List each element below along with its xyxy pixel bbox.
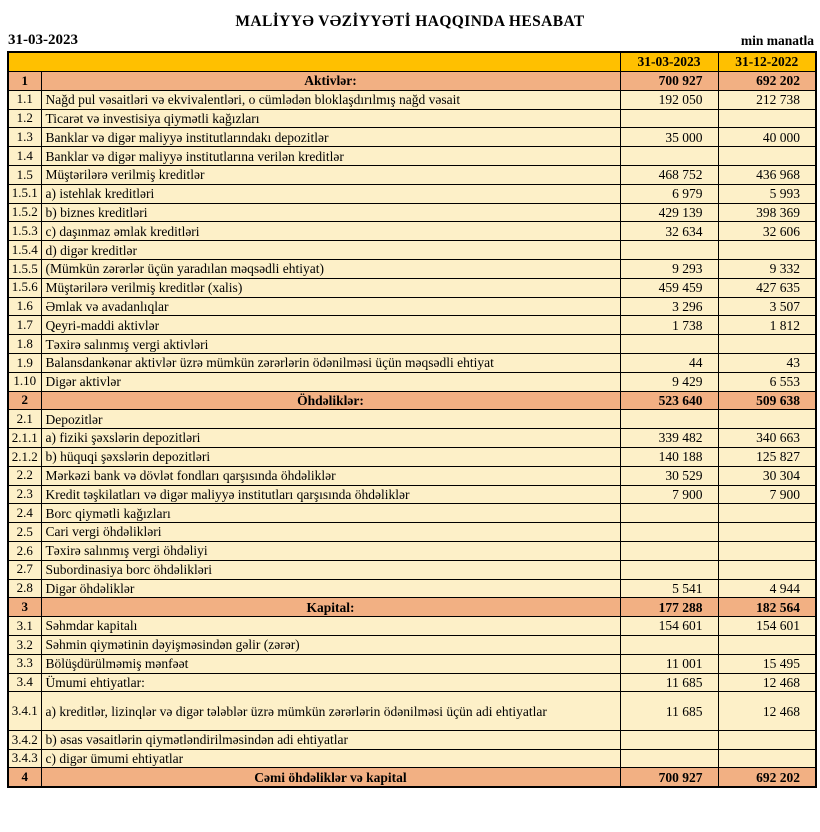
value-current-cell: 44 (620, 353, 718, 372)
value-previous-cell (718, 504, 816, 523)
value-current-cell: 35 000 (620, 128, 718, 147)
row-number-cell: 2.3 (8, 485, 41, 504)
value-previous-cell: 436 968 (718, 165, 816, 184)
row-label-cell: Bölüşdürülməmiş mənfəət (41, 654, 620, 673)
row-label-cell: Öhdəliklər: (41, 391, 620, 410)
unit-note: min manatla (740, 33, 814, 48)
row-label-cell: Nağd pul vəsaitləri və ekvivalentləri, o cümlədən bloklaşdırılmış nağd vəsait (41, 90, 620, 109)
row-label-cell: b) əsas vəsaitlərin qiymətləndirilməsindən adi ehtiyatlar (41, 730, 620, 749)
row-number-cell: 1.10 (8, 372, 41, 391)
value-previous-cell: 154 601 (718, 617, 816, 636)
table-row (8, 259, 816, 278)
value-previous-cell: 427 635 (718, 278, 816, 297)
value-previous-cell: 3 507 (718, 297, 816, 316)
value-previous-cell: 509 638 (718, 391, 816, 410)
value-previous-cell (718, 523, 816, 542)
table-row (8, 560, 816, 579)
value-previous-cell: 212 738 (718, 90, 816, 109)
value-current-cell (620, 109, 718, 128)
row-label-cell: Banklar və digər maliyyə institutlarındakı depozitlər (41, 128, 620, 147)
table-row (8, 128, 816, 147)
row-number-cell: 1.6 (8, 297, 41, 316)
value-previous-cell (718, 635, 816, 654)
value-previous-cell (718, 730, 816, 749)
row-label-cell: Digər öhdəliklər (41, 579, 620, 598)
value-previous-cell: 40 000 (718, 128, 816, 147)
row-label-cell: Aktivlər: (41, 72, 620, 91)
value-current-cell: 9 293 (620, 259, 718, 278)
value-current-cell: 6 979 (620, 184, 718, 203)
table-row (8, 617, 816, 636)
value-previous-cell: 12 468 (718, 673, 816, 692)
value-current-cell: 32 634 (620, 222, 718, 241)
value-current-cell: 11 685 (620, 692, 718, 731)
table-row (8, 335, 816, 354)
row-label-cell: Mərkəzi bank və dövlət fondları qarşısında öhdəliklər (41, 466, 620, 485)
value-previous-cell: 4 944 (718, 579, 816, 598)
table-row (8, 391, 816, 410)
value-previous-cell: 15 495 (718, 654, 816, 673)
row-number-cell: 3.3 (8, 654, 41, 673)
value-previous-cell: 9 332 (718, 259, 816, 278)
table-row (8, 466, 816, 485)
row-number-cell: 3.1 (8, 617, 41, 636)
value-previous-cell: 398 369 (718, 203, 816, 222)
row-number-cell: 2.1.2 (8, 447, 41, 466)
value-current-cell: 5 541 (620, 579, 718, 598)
table-row (8, 90, 816, 109)
value-current-cell: 3 296 (620, 297, 718, 316)
table-row (8, 353, 816, 372)
value-previous-cell: 1 812 (718, 316, 816, 335)
row-label-cell: Kredit təşkilatları və digər maliyyə institutları qarşısında öhdəliklər (41, 485, 620, 504)
row-number-cell: 2 (8, 391, 41, 410)
value-current-cell (620, 730, 718, 749)
row-label-cell: Müştərilərə verilmiş kreditlər (xalis) (41, 278, 620, 297)
value-current-cell: 9 429 (620, 372, 718, 391)
row-number-cell: 2.1 (8, 410, 41, 429)
row-label-cell: (Mümkün zərərlər üçün yaradılan məqsədli ehtiyat) (41, 259, 620, 278)
value-previous-cell (718, 241, 816, 260)
value-current-cell (620, 635, 718, 654)
row-label-cell: d) digər kreditlər (41, 241, 620, 260)
row-number-cell: 4 (8, 768, 41, 787)
table-body (8, 72, 816, 787)
value-current-cell: 523 640 (620, 391, 718, 410)
row-label-cell: Təxirə salınmış vergi öhdəliyi (41, 541, 620, 560)
row-number-cell: 1.4 (8, 147, 41, 166)
row-label-cell: Depozitlər (41, 410, 620, 429)
table-row (8, 598, 816, 617)
value-current-cell (620, 541, 718, 560)
row-label-cell: Təxirə salınmış vergi aktivləri (41, 335, 620, 354)
value-current-cell: 154 601 (620, 617, 718, 636)
row-number-cell: 2.8 (8, 579, 41, 598)
row-number-cell: 1.5.2 (8, 203, 41, 222)
value-previous-cell (718, 560, 816, 579)
table-row (8, 410, 816, 429)
header-col-previous-period: 31-12-2022 (718, 52, 816, 72)
value-previous-cell: 12 468 (718, 692, 816, 731)
row-number-cell: 1.8 (8, 335, 41, 354)
table-row (8, 730, 816, 749)
value-current-cell (620, 147, 718, 166)
value-current-cell: 192 050 (620, 90, 718, 109)
row-number-cell: 1.5 (8, 165, 41, 184)
value-current-cell: 1 738 (620, 316, 718, 335)
value-current-cell: 468 752 (620, 165, 718, 184)
report-meta (8, 32, 814, 49)
row-label-cell: a) fiziki şəxslərin depozitləri (41, 429, 620, 448)
row-number-cell: 2.5 (8, 523, 41, 542)
value-current-cell: 459 459 (620, 278, 718, 297)
table-row (8, 523, 816, 542)
row-number-cell: 1.9 (8, 353, 41, 372)
value-previous-cell: 692 202 (718, 72, 816, 91)
value-previous-cell (718, 109, 816, 128)
row-label-cell: Banklar və digər maliyyə institutlarına verilən kreditlər (41, 147, 620, 166)
value-current-cell (620, 560, 718, 579)
financial-position-table (7, 51, 817, 788)
value-previous-cell: 43 (718, 353, 816, 372)
row-label-cell: Ticarət və investisiya qiymətli kağızları (41, 109, 620, 128)
table-row (8, 768, 816, 787)
table-row (8, 447, 816, 466)
value-current-cell: 339 482 (620, 429, 718, 448)
row-number-cell: 2.7 (8, 560, 41, 579)
row-number-cell: 1 (8, 72, 41, 91)
value-current-cell (620, 241, 718, 260)
row-number-cell: 3 (8, 598, 41, 617)
row-label-cell: Cari vergi öhdəlikləri (41, 523, 620, 542)
value-previous-cell (718, 541, 816, 560)
row-number-cell: 1.5.6 (8, 278, 41, 297)
value-previous-cell (718, 410, 816, 429)
row-number-cell: 1.5.1 (8, 184, 41, 203)
value-current-cell (620, 335, 718, 354)
row-label-cell: Səhmin qiymətinin dəyişməsindən gəlir (zərər) (41, 635, 620, 654)
table-row (8, 541, 816, 560)
table-row (8, 203, 816, 222)
row-number-cell: 1.7 (8, 316, 41, 335)
row-label-cell: Balansdankənar aktivlər üzrə mümkün zərərlərin ödənilməsi üçün məqsədli ehtiyat (41, 353, 620, 372)
table-row (8, 429, 816, 448)
table-row (8, 372, 816, 391)
value-previous-cell: 340 663 (718, 429, 816, 448)
row-label-cell: a) kreditlər, lizinqlər və digər tələblər üzrə mümkün zərərlərin ödənilməsi üçün adi ehtiyatlar (41, 692, 620, 731)
value-current-cell (620, 410, 718, 429)
value-current-cell: 7 900 (620, 485, 718, 504)
row-number-cell: 2.4 (8, 504, 41, 523)
value-previous-cell (718, 147, 816, 166)
table-row (8, 579, 816, 598)
value-previous-cell: 5 993 (718, 184, 816, 203)
row-number-cell: 1.5.4 (8, 241, 41, 260)
table-row (8, 485, 816, 504)
table-header-row (8, 52, 816, 72)
table-row (8, 654, 816, 673)
row-label-cell: b) biznes kreditləri (41, 203, 620, 222)
row-number-cell: 1.5.3 (8, 222, 41, 241)
row-number-cell: 2.2 (8, 466, 41, 485)
value-current-cell (620, 504, 718, 523)
value-current-cell: 700 927 (620, 72, 718, 91)
value-previous-cell: 182 564 (718, 598, 816, 617)
value-current-cell: 11 001 (620, 654, 718, 673)
row-label-cell: b) hüquqi şəxslərin depozitləri (41, 447, 620, 466)
table-row (8, 297, 816, 316)
row-label-cell: Borc qiymətli kağızları (41, 504, 620, 523)
row-label-cell: Subordinasiya borc öhdəlikləri (41, 560, 620, 579)
row-label-cell: Əmlak və avadanlıqlar (41, 297, 620, 316)
table-row (8, 692, 816, 731)
value-current-cell: 177 288 (620, 598, 718, 617)
table-row (8, 278, 816, 297)
value-current-cell (620, 523, 718, 542)
value-previous-cell: 7 900 (718, 485, 816, 504)
value-previous-cell: 6 553 (718, 372, 816, 391)
report-title: MALİYYƏ VƏZİYYƏTİ HAQQINDA HESABAT (235, 13, 585, 30)
row-label-cell: Digər aktivlər (41, 372, 620, 391)
row-label-cell: Müştərilərə verilmiş kreditlər (41, 165, 620, 184)
value-current-cell: 30 529 (620, 466, 718, 485)
table-row (8, 316, 816, 335)
row-number-cell: 3.4.1 (8, 692, 41, 731)
value-current-cell (620, 749, 718, 768)
value-previous-cell: 32 606 (718, 222, 816, 241)
value-current-cell: 429 139 (620, 203, 718, 222)
value-previous-cell: 30 304 (718, 466, 816, 485)
value-previous-cell (718, 335, 816, 354)
row-number-cell: 2.1.1 (8, 429, 41, 448)
table-row (8, 222, 816, 241)
table-row (8, 749, 816, 768)
table-row (8, 635, 816, 654)
row-label-cell: Cəmi öhdəliklər və kapital (41, 768, 620, 787)
table-row (8, 673, 816, 692)
table-row (8, 504, 816, 523)
row-label-cell: Qeyri-maddi aktivlər (41, 316, 620, 335)
row-number-cell: 1.5.5 (8, 259, 41, 278)
row-number-cell: 1.1 (8, 90, 41, 109)
value-current-cell: 700 927 (620, 768, 718, 787)
table-row (8, 184, 816, 203)
value-current-cell: 11 685 (620, 673, 718, 692)
row-label-cell: Kapital: (41, 598, 620, 617)
table-row (8, 72, 816, 91)
row-number-cell: 3.4 (8, 673, 41, 692)
row-number-cell: 1.3 (8, 128, 41, 147)
row-number-cell: 3.4.2 (8, 730, 41, 749)
value-previous-cell: 125 827 (718, 447, 816, 466)
value-current-cell: 140 188 (620, 447, 718, 466)
row-number-cell: 3.4.3 (8, 749, 41, 768)
report-date: 31-03-2023 (8, 32, 78, 48)
row-label-cell: Ümumi ehtiyatlar: (41, 673, 620, 692)
row-label-cell: c) daşınmaz əmlak kreditləri (41, 222, 620, 241)
row-label-cell: a) istehlak kreditləri (41, 184, 620, 203)
table-row (8, 165, 816, 184)
value-previous-cell: 692 202 (718, 768, 816, 787)
table-row (8, 147, 816, 166)
row-label-cell: Səhmdar kapitalı (41, 617, 620, 636)
table-row (8, 109, 816, 128)
row-number-cell: 2.6 (8, 541, 41, 560)
table-row (8, 241, 816, 260)
value-previous-cell (718, 749, 816, 768)
row-number-cell: 1.2 (8, 109, 41, 128)
header-col-current-period: 31-03-2023 (620, 52, 718, 72)
header-empty-cell (8, 52, 620, 72)
row-label-cell: c) digər ümumi ehtiyatlar (41, 749, 620, 768)
row-number-cell: 3.2 (8, 635, 41, 654)
